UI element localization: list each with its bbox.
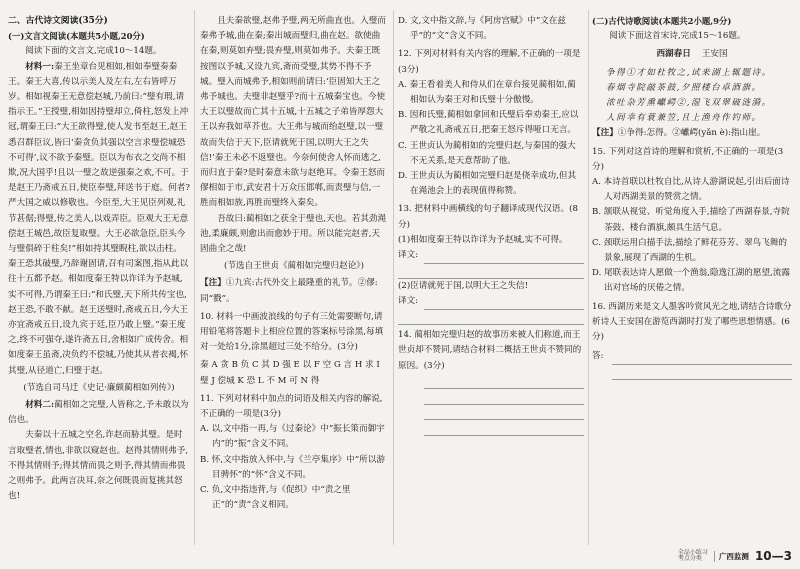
q12-option-d: D. 王世贞认为蔺相如完璧归赵是侥幸成功,但其在渑池会上的表现值得称赞。 <box>398 171 577 197</box>
question-15: 15. 下列对这首诗的理解和赏析,不正确的一项是(3分) <box>592 146 784 172</box>
material1-source: (节选自司马迁《史记·廉颇蔺相如列传》) <box>23 382 175 393</box>
column-4 <box>592 14 792 380</box>
material2-para-2: 夫秦以十五城之空名,诈赵而胁其璧。是时言取璧者,情也,非欲以窥赵也。赵得其情则弗予,不得其情则予;得其情而畏之则予,得其情而弗畏之则弗予。此两言决耳,奈之何既畏而复挑其怒也! <box>8 430 189 502</box>
q13-sentence-1: (1)相如度秦王特以诈详为予赵城,实不可得。 <box>398 234 568 245</box>
poem-line-3: 浓吐杂芳熏巘崿②,湿飞双翠破涟漪。 <box>606 98 772 109</box>
q11-option-a: A. 以,文中指一再,与《过秦论》中“振长策而御宇内”的“振”含义不同。 <box>200 424 385 450</box>
answer-line[interactable] <box>424 420 584 436</box>
answer-line[interactable] <box>424 405 584 421</box>
question-16: 16. 西湖历来是文人墨客吟赏风光之地,请结合诗歌分析诗人王安国在游览西湖时打发了哪些思想情感。(6分) <box>592 301 792 343</box>
material2-para-1 <box>8 398 190 428</box>
q11-option-b: B. 怀,文中指放入怀中,与《兰亭集序》中“所以游目骋怀”的“怀”含义不同。 <box>200 454 385 480</box>
poem-note <box>592 126 792 141</box>
question-10: 10. 材料一中画波浪线的句子有三处需要断句,请用铅笔将答题卡上相应位置的答案标号涂黑,每填对一处给1分,涂黑超过三处不给分。(3分) <box>200 311 384 353</box>
poem-title-line <box>592 47 792 62</box>
q12-option-b: B. 因和氏璧,蔺相如拿回和氏璧后奉劝秦王,应以严敬之礼斋戒五日,把秦王怒斥得哑口无言。 <box>398 110 579 136</box>
note <box>200 276 388 306</box>
q15-option-a: A. 本诗首联以杜牧自比,从诗人游湖说起,引出后面诗人对西湖美景的赞赏之情。 <box>592 177 790 203</box>
question-13: 13. 把材料中画横线的句子翻译成现代汉语。(8分) <box>398 204 578 230</box>
column-divider <box>588 10 589 545</box>
q13-sentence-2: (2)臣请就死于国,以明大王之失信! <box>398 281 529 292</box>
material2-source: (节选自王世贞《蔺相如完璧归赵论》) <box>224 261 364 272</box>
footer-region: 广西监测 <box>714 551 749 562</box>
q13-answer-area-2[interactable] <box>398 294 584 325</box>
answer-line[interactable] <box>612 365 792 381</box>
q11-option-c: C. 负,文中指违背,与《促织》中“责之里正”的“责”含义相同。 <box>200 485 351 511</box>
answer-line[interactable] <box>398 264 584 280</box>
note-label: 【注】 <box>200 278 226 289</box>
q13-answer-area-1[interactable] <box>398 248 584 279</box>
column-1 <box>8 14 190 505</box>
instruction: 阅读下面的文言文,完成10～14题。 <box>25 46 162 57</box>
q15-option-d: D. 尾联表达诗人愿做一个渔翁,隐逸江湖的愿望,流露出对官场的厌倦之情。 <box>592 268 790 294</box>
page-number: 10—3 <box>754 549 792 563</box>
material2-para-4: 吾故曰:蔺相如之获全于璧也,天也。若其劲渑池,柔廉颇,则愈出而愈妙于用。所以能完赵者,天固曲全之哉! <box>200 213 387 255</box>
answer-line[interactable] <box>424 374 584 390</box>
subsection-title-classical: (一)文言文阅读(本题共5小题,20分) <box>8 31 145 42</box>
question-14: 14. 蔺相如完璧归赵的故事历来被人们称道,而王世贞却不赞同,请结合材料二概括王世贞不赞同的原因。(3分) <box>398 330 582 371</box>
answer-label: 答: <box>592 351 604 362</box>
q11-option-d: D. 文,文中指文辞,与《阿房宫赋》中“文在兹乎”的“文”含义不同。 <box>398 16 566 42</box>
material1-para <box>8 60 190 379</box>
question-12: 12. 下列对材料有关内容的理解,不正确的一项是(3分) <box>398 49 581 75</box>
section-title: 二、古代诗文阅读(35分) <box>8 16 108 26</box>
q10-sentence <box>200 358 388 388</box>
answer-line[interactable] <box>424 294 584 310</box>
material2-text-1: 蔺相如之完璧,人皆称之,予未敢以为信也。 <box>8 400 189 426</box>
question-11: 11. 下列对材料中加点的词语及相关内容的解说,不正确的一项是(3分) <box>200 393 383 420</box>
brand-line-2: 考点分类 <box>677 555 702 562</box>
q15-option-b: B. 颔联从视觉、听觉角度入手,描绘了西湖春景,寺院茶鼓、楼台酒旗,颇具生活气息。 <box>592 207 790 233</box>
column-divider <box>393 10 394 545</box>
subsection-title-poetry: (二)古代诗歌阅读(本题共2小题,9分) <box>592 16 732 26</box>
q10-sentence-text: 秦 A 贪 B 负 C 其 D 强 E 以 F 空 G 言 H 求 I 璧 J 偿城 K 恐 L 不 M 可 N 得 <box>200 360 380 386</box>
page-footer <box>678 549 792 563</box>
poem-note-text: ①争得:怎得。②巘崿(yǎn è):指山崖。 <box>617 128 766 139</box>
poem-author: 王安国 <box>701 49 728 60</box>
q12-option-a: A. 秦王看着美人和侍从们在章台接见蔺相如,蔺相如认为秦王对和氏璧十分傲慢。 <box>398 79 576 106</box>
material1-label: 材料一: <box>25 61 55 72</box>
footer-brand <box>678 550 708 562</box>
column-2 <box>200 14 388 514</box>
poem-note-label: 【注】 <box>592 128 618 139</box>
q16-answer-area[interactable] <box>592 349 792 380</box>
translate-label: 译文: <box>398 250 419 261</box>
translate-label: 译文: <box>398 296 419 307</box>
q15-option-c: C. 颈联运用白描手法,描绘了鲜花芬芳、翠鸟飞舞的景象,展现了西湖的生机。 <box>592 237 787 264</box>
brand-line-1: 全品小练习 <box>677 549 708 556</box>
q12-option-c: C. 王世贞认为蔺相如的完璧归赵,与秦国的强大不无关系,是天意帮助了他。 <box>398 140 576 166</box>
poetry-instruction: 阅读下面这首宋诗,完成15～16题。 <box>609 31 746 42</box>
q14-answer-area[interactable] <box>398 374 584 436</box>
material1-text: 秦王坐章台见相如,相如奉璧奏秦王。秦王大喜,传以示美人及左右,左右皆呼万岁。相如视秦王无意偿赵城,乃前曰:“璧有瑕,请指示王。”王授璧,相如因持璧却立,倚柱,怒发上冲冠,谓秦王曰:“大王欲得璧,使人发书至赵王,赵王悉召群臣议,皆曰‘秦贪负其强以空言求璧偿城恐不可得’,议不欲予秦璧。臣以为布衣之交尚不相欺,况大国乎!且以一璧之故逆强秦之欢,不可。于是赵王乃斋戒五日,使臣奉璧,拜送书于庭。何者?严大国之威以修敬也。今臣至,大王见臣列观,礼节甚倨;得璧,传之美人,以戏弄臣。臣观大王无意偿赵王城邑,故臣复取璧。大王必欲急臣,臣头今与璧俱碎于柱矣!”相如持其璧睨柱,欲以击柱。秦王恐其破璧,乃辞谢固请,召有司案图,指从此以往十五都予赵。相如度秦王特以诈详为予赵城,实不可得,乃谓秦王曰:“和氏璧,天下所共传宝也,赵王恐,不敢不献。赵王送璧时,斋戒五日,今大王亦宜斋戒五日,设九宾于廷,臣乃敢上璧。”秦王度之,终不可强夺,遂许斋五日,舍相如广成传舍。相如度秦王虽斋,决负约不偿城,乃使其从者衣褐,怀其璧,从径道亡,归璧于赵。 <box>8 61 190 376</box>
poem-line-1: 争得①才如杜牧之,试来湖上辄题诗。 <box>606 67 772 78</box>
column-divider <box>194 10 195 545</box>
poem-title: 西湖春日 <box>656 49 691 60</box>
material2-para-3: 且夫秦欲璧,赵弗予璧,两无所曲直也。入璧而秦弗予城,曲在秦;秦出城而璧归,曲在赵。欲使曲在秦,则莫如弃璧;畏弃璧,则莫如弗予。夫秦王既按图以予城,又设九宾,斋而受璧,其势不得不予城。璧入而城弗予,相如则前请曰:‘臣固知大王之弗予城也。夫璧非赵璧乎?而十五城秦宝也。今使大王以璧故而亡其十五城,十五城之子弟皆厚怨大王以弃我如草芥也。大王弗与城而绐赵璧,以一璧故而失信于天下,臣请就死于国,以明大王之失信!’秦王未必不返璧也。今奈何使舍人怀而逃之,而归直于秦?是时秦意未欲与赵绝耳。令秦王怒而僇相如于市,武安君十万众压邯郸,而责璧与信,一胜而相如族,再胜而璧终入秦矣。 <box>200 16 386 209</box>
answer-line[interactable] <box>398 310 584 326</box>
answer-line[interactable] <box>424 248 584 264</box>
answer-line[interactable] <box>424 389 584 405</box>
material2-label: 材料二: <box>25 400 55 411</box>
column-3 <box>398 14 584 436</box>
poem-line-2: 春烟寺院敲茶鼓,夕照楼台卓酒旗。 <box>606 82 762 93</box>
note-text: ①九宾:古代外交上最隆重的礼节。②僇:同“戮”。 <box>200 278 378 304</box>
poem-line-4: 人间幸有蓑兼笠,且上渔舟作钓师。 <box>606 113 762 124</box>
answer-line[interactable] <box>612 349 792 365</box>
